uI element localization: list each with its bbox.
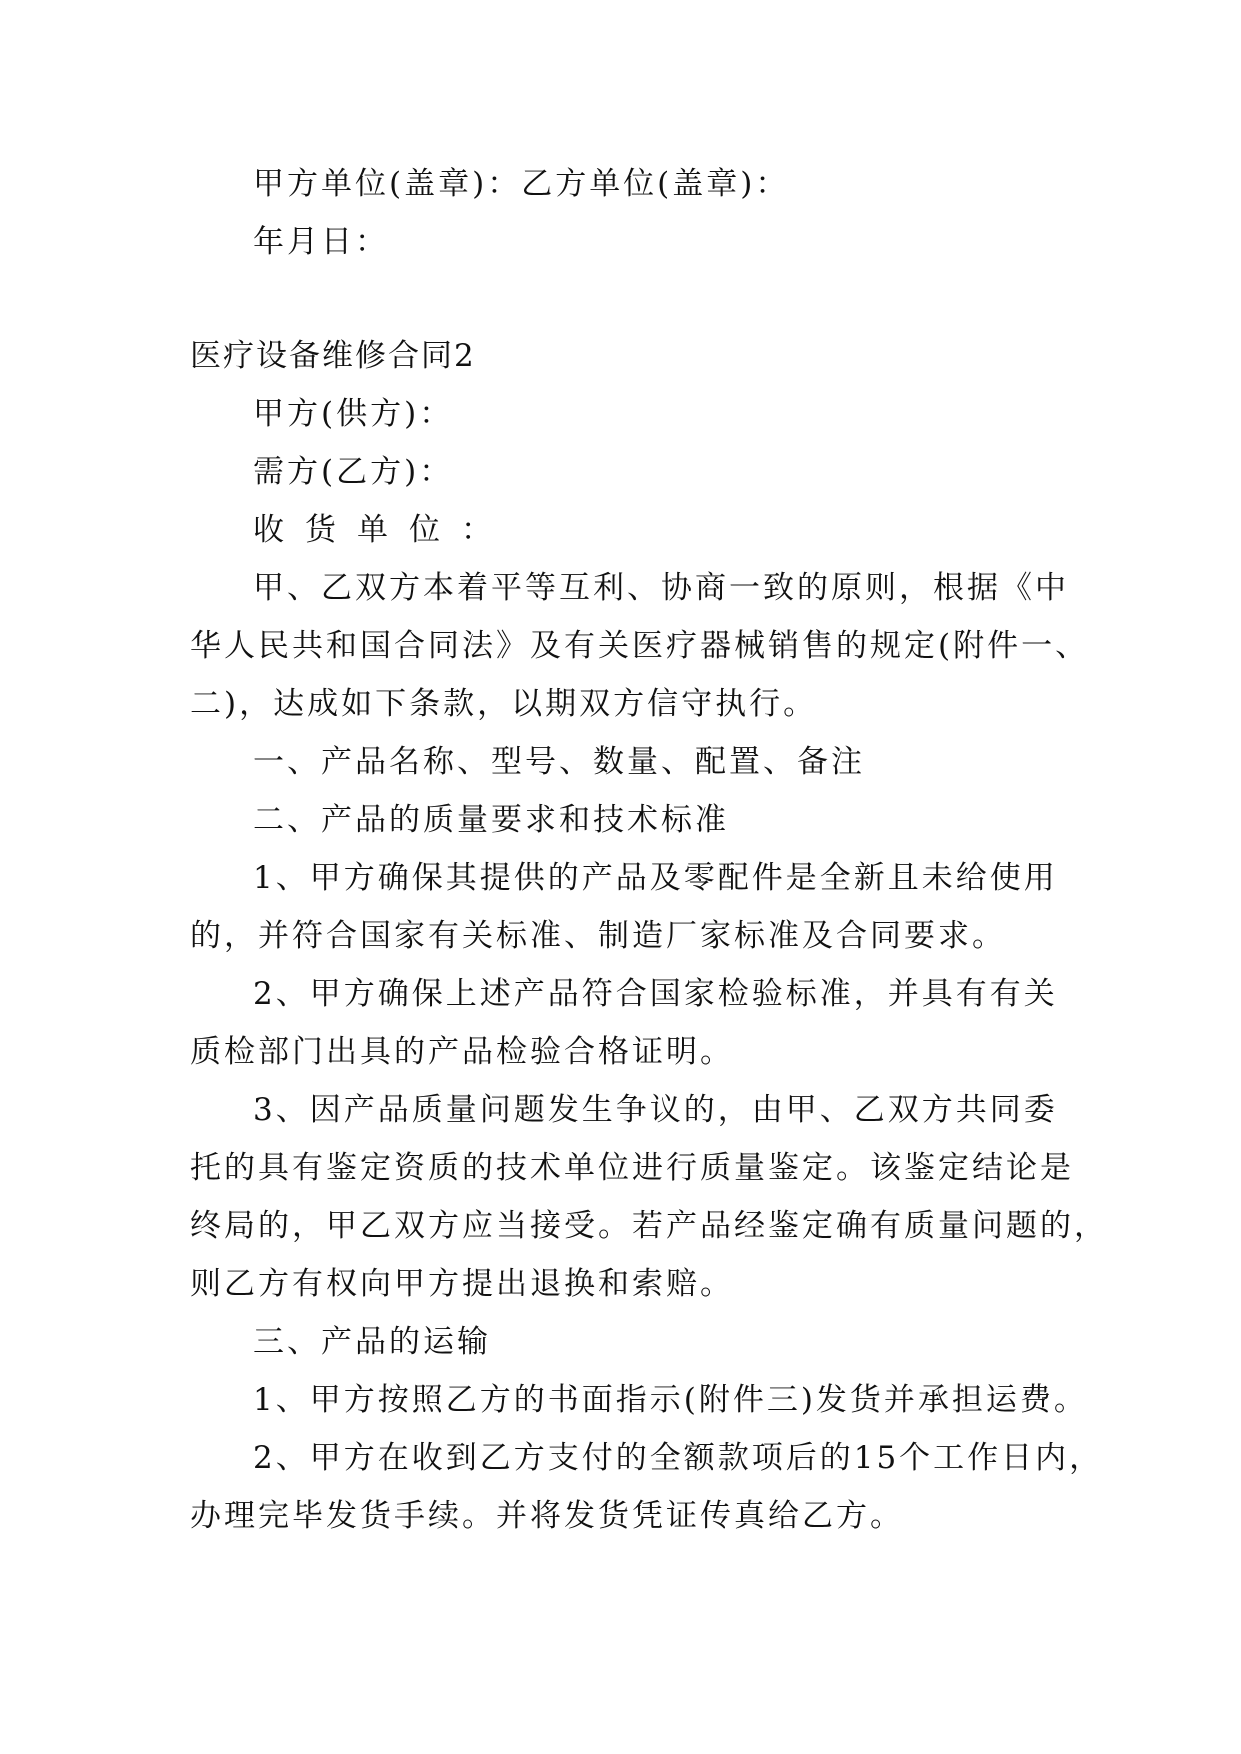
date-line: 年月日： bbox=[253, 224, 389, 260]
s3-item2-line-1: 2、甲方在收到乙方支付的全额款项后的15个工作日内， bbox=[253, 1440, 1104, 1476]
intro-line-2: 华人民共和国合同法》及有关医疗器械销售的规定(附件一、 bbox=[190, 628, 1090, 664]
s3-item2-line-2: 办理完毕发货手续。并将发货凭证传真给乙方。 bbox=[190, 1498, 904, 1534]
section-1-heading: 一、产品名称、型号、数量、配置、备注 bbox=[253, 744, 865, 780]
s2-item2-line-2: 质检部门出具的产品检验合格证明。 bbox=[190, 1034, 734, 1070]
s2-item3-line-1: 3、因产品质量问题发生争议的，由甲、乙双方共同委 bbox=[253, 1092, 1058, 1128]
s2-item1-line-1: 1、甲方确保其提供的产品及零配件是全新且未给使用 bbox=[253, 860, 1058, 896]
s2-item3-line-2: 托的具有鉴定资质的技术单位进行质量鉴定。该鉴定结论是 bbox=[190, 1150, 1074, 1186]
s2-item3-line-4: 则乙方有权向甲方提出退换和索赔。 bbox=[190, 1266, 734, 1302]
s2-item3-line-3: 终局的，甲乙双方应当接受。若产品经鉴定确有质量问题的， bbox=[190, 1208, 1108, 1244]
s3-item1-line: 1、甲方按照乙方的书面指示(附件三)发货并承担运费。 bbox=[253, 1382, 1088, 1418]
party-b-line: 需方(乙方)： bbox=[253, 454, 454, 490]
s2-item1-line-2: 的，并符合国家有关标准、制造厂家标准及合同要求。 bbox=[190, 918, 1006, 954]
intro-line-3: 二)，达成如下条款，以期双方信守执行。 bbox=[190, 686, 818, 722]
receiver-line: 收货单位： bbox=[253, 512, 513, 548]
s2-item2-line-1: 2、甲方确保上述产品符合国家检验标准，并具有有关 bbox=[253, 976, 1058, 1012]
section-2-heading: 二、产品的质量要求和技术标准 bbox=[253, 802, 729, 838]
intro-line-1: 甲、乙双方本着平等互利、协商一致的原则，根据《中 bbox=[253, 570, 1069, 606]
section-3-heading: 三、产品的运输 bbox=[253, 1324, 491, 1360]
seal-line: 甲方单位(盖章)：乙方单位(盖章)： bbox=[253, 166, 790, 202]
party-a-line: 甲方(供方)： bbox=[253, 396, 454, 432]
contract-title: 医疗设备维修合同2 bbox=[190, 338, 476, 374]
